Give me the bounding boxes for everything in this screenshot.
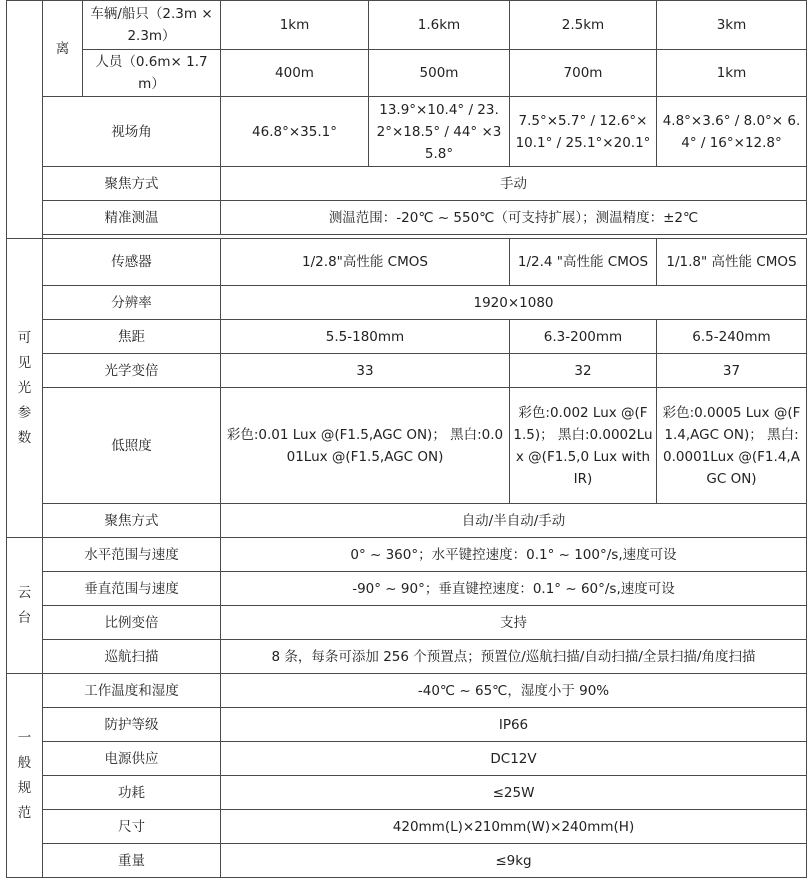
table-row bbox=[7, 239, 807, 286]
person-value-2: 500m bbox=[369, 50, 510, 97]
env-value: -40℃ ~ 65℃，湿度小于 90% bbox=[221, 674, 807, 708]
ip-value: IP66 bbox=[221, 708, 807, 742]
table-row bbox=[7, 810, 807, 844]
weight-label: 重量 bbox=[43, 844, 221, 878]
fov-value-1: 46.8°×35.1° bbox=[221, 97, 369, 167]
vehicle-value-2: 1.6km bbox=[369, 1, 510, 50]
focal-label: 焦距 bbox=[43, 320, 221, 354]
vehicle-value-3: 2.5km bbox=[510, 1, 657, 50]
fov-value-4: 4.8°×3.6° / 8.0°× 6.4° / 16°×12.8° bbox=[657, 97, 807, 167]
thermal-focus-value: 手动 bbox=[221, 167, 807, 201]
table-row bbox=[7, 286, 807, 320]
cruise-value: 8 条，每条可添加 256 个预置点；预置位/巡航扫描/自动扫描/全景扫描/角度扫描 bbox=[221, 640, 807, 674]
group-label-general: 一般规范 bbox=[17, 729, 32, 821]
fov-value-2: 13.9°×10.4° / 23.2°×18.5° / 44° ×35.8° bbox=[369, 97, 510, 167]
power-label: 电源供应 bbox=[43, 742, 221, 776]
visible-focus-label: 聚焦方式 bbox=[43, 504, 221, 538]
person-value-3: 700m bbox=[510, 50, 657, 97]
group-cell-ptz bbox=[7, 538, 43, 674]
zoom-value-1: 33 bbox=[221, 354, 510, 388]
vehicle-value-1: 1km bbox=[221, 1, 369, 50]
table-row bbox=[7, 776, 807, 810]
table-row bbox=[7, 538, 807, 572]
sensor-value-1: 1/2.8"高性能 CMOS bbox=[221, 239, 510, 286]
vertical-label: 垂直范围与速度 bbox=[43, 572, 221, 606]
visible-focus-value: 自动/半自动/手动 bbox=[221, 504, 807, 538]
table-row bbox=[7, 97, 807, 167]
thermal-focus-label: 聚焦方式 bbox=[43, 167, 221, 201]
group-cell-thermal bbox=[7, 1, 43, 239]
focal-value-2: 6.3-200mm bbox=[510, 320, 657, 354]
env-label: 工作温度和湿度 bbox=[43, 674, 221, 708]
zoom-value-2: 32 bbox=[510, 354, 657, 388]
group-label-ptz: 云台 bbox=[17, 584, 32, 626]
person-value-4: 1km bbox=[657, 50, 807, 97]
power-value: DC12V bbox=[221, 742, 807, 776]
lowlight-value-1: 彩色:0.01 Lux @(F1.5,AGC ON)； 黑白:0.001Lux @(F1.5,AGC ON) bbox=[221, 388, 510, 504]
size-label: 尺寸 bbox=[43, 810, 221, 844]
table-row bbox=[7, 1, 807, 50]
sensor-label: 传感器 bbox=[43, 239, 221, 286]
resolution-value: 1920×1080 bbox=[221, 286, 807, 320]
spec-table bbox=[6, 0, 807, 878]
table-row bbox=[7, 320, 807, 354]
horizontal-value: 0° ~ 360°；水平键控速度：0.1° ~ 100°/s,速度可设 bbox=[221, 538, 807, 572]
group-label-visible: 可见光参数 bbox=[17, 329, 32, 446]
table-row bbox=[7, 572, 807, 606]
table-row bbox=[7, 504, 807, 538]
table-row bbox=[7, 388, 807, 504]
table-row bbox=[7, 50, 807, 97]
table-row bbox=[7, 354, 807, 388]
sensor-value-3: 1/1.8" 高性能 CMOS bbox=[657, 239, 807, 286]
horizontal-label: 水平范围与速度 bbox=[43, 538, 221, 572]
scale-zoom-label: 比例变倍 bbox=[43, 606, 221, 640]
person-value-1: 400m bbox=[221, 50, 369, 97]
fov-label: 视场角 bbox=[43, 97, 221, 167]
fov-value-3: 7.5°×5.7° / 12.6°× 10.1° / 25.1°×20.1° bbox=[510, 97, 657, 167]
sensor-value-2: 1/2.4 "高性能 CMOS bbox=[510, 239, 657, 286]
lowlight-value-2: 彩色:0.002 Lux @(F1.5)； 黑白:0.0002Lux @(F1.5,0 Lux with IR) bbox=[510, 388, 657, 504]
vehicle-value-4: 3km bbox=[657, 1, 807, 50]
consumption-label: 功耗 bbox=[43, 776, 221, 810]
table-row bbox=[7, 167, 807, 201]
group-cell-visible bbox=[7, 239, 43, 538]
temp-label: 精准测温 bbox=[43, 201, 221, 235]
lowlight-value-3: 彩色:0.0005 Lux @(F1.4,AGC ON)； 黑白:0.0001Lux @(F1.4,AGC ON) bbox=[657, 388, 807, 504]
table-row bbox=[7, 708, 807, 742]
group-cell-general bbox=[7, 674, 43, 878]
vertical-value: -90° ~ 90°；垂直键控速度：0.1° ~ 60°/s,速度可设 bbox=[221, 572, 807, 606]
table-row bbox=[7, 674, 807, 708]
temp-value: 测温范围：-20℃ ~ 550℃（可支持扩展）；测温精度：±2℃ bbox=[221, 201, 807, 235]
zoom-label: 光学变倍 bbox=[43, 354, 221, 388]
vehicle-label: 车辆/船只（2.3m ×2.3m） bbox=[83, 1, 221, 50]
size-value: 420mm(L)×210mm(W)×240mm(H) bbox=[221, 810, 807, 844]
table-row bbox=[7, 640, 807, 674]
lowlight-label: 低照度 bbox=[43, 388, 221, 504]
distance-group-label: 离 bbox=[43, 1, 83, 97]
ip-label: 防护等级 bbox=[43, 708, 221, 742]
table-row bbox=[7, 742, 807, 776]
table-row bbox=[7, 201, 807, 235]
consumption-value: ≤25W bbox=[221, 776, 807, 810]
resolution-label: 分辨率 bbox=[43, 286, 221, 320]
cruise-label: 巡航扫描 bbox=[43, 640, 221, 674]
weight-value: ≤9kg bbox=[221, 844, 807, 878]
person-label: 人员（0.6m× 1.7m） bbox=[83, 50, 221, 97]
focal-value-3: 6.5-240mm bbox=[657, 320, 807, 354]
table-row bbox=[7, 606, 807, 640]
table-row bbox=[7, 844, 807, 878]
scale-zoom-value: 支持 bbox=[221, 606, 807, 640]
zoom-value-3: 37 bbox=[657, 354, 807, 388]
focal-value-1: 5.5-180mm bbox=[221, 320, 510, 354]
